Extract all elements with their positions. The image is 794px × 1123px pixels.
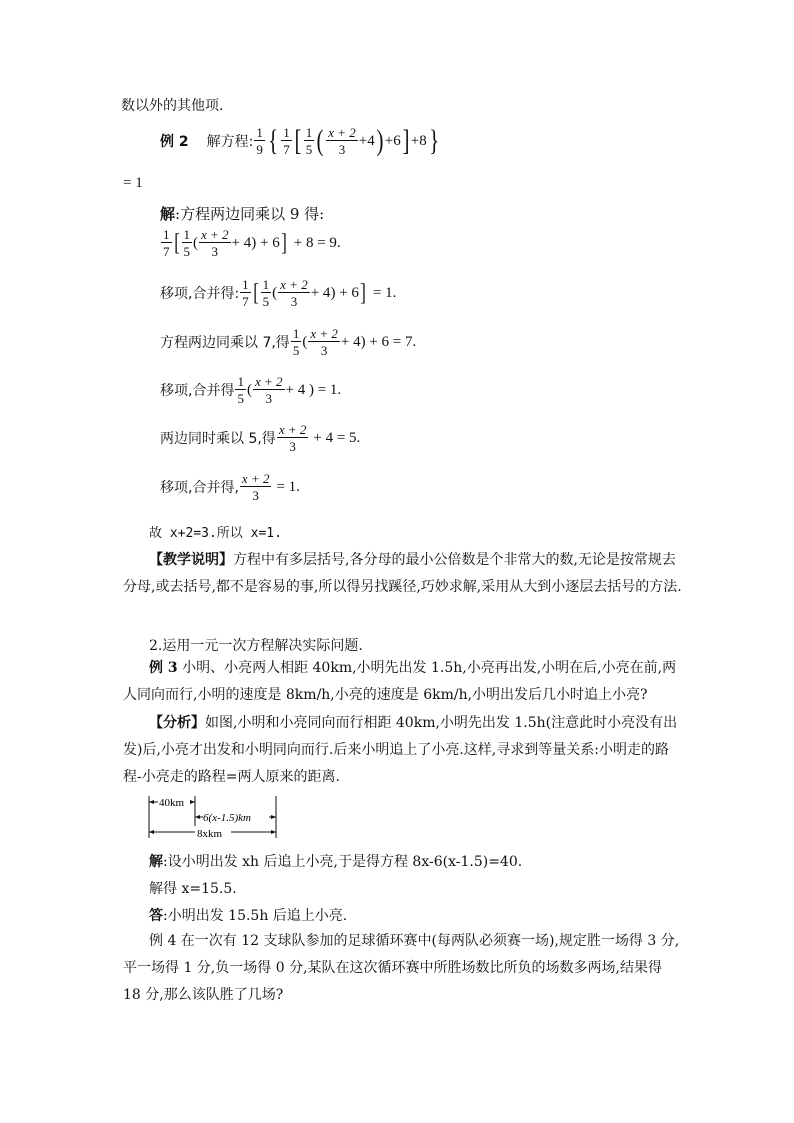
bracket-close: ] xyxy=(402,124,410,157)
step5-rhs: ) = 1. xyxy=(308,381,342,398)
step1 xyxy=(160,203,324,224)
paren-open: ( xyxy=(302,333,308,350)
step6 xyxy=(160,423,360,453)
paren-close: ) xyxy=(376,124,384,157)
step5-text: 移项,合并得 xyxy=(160,383,235,399)
plus4: + 4 xyxy=(285,381,306,398)
ex2-eq-rhs: = 1 xyxy=(123,175,143,191)
step5 xyxy=(160,375,341,405)
ex2-label: 例 2 xyxy=(160,134,189,150)
paren-open: ( xyxy=(193,234,198,251)
frac-x2-3: $\frac{x + 2}{3}$ xyxy=(280,277,308,309)
seg1-label: 40km xyxy=(159,797,185,809)
bracket-close: ] xyxy=(360,280,366,306)
frac-x2-3: $\frac{x + 2}{3}$ xyxy=(310,326,338,358)
bracket-open: [ xyxy=(252,280,259,306)
solve-label: 解 xyxy=(149,854,163,870)
step7-rhs: = 1. xyxy=(276,478,300,495)
step1-text: :方程两边同乘以 9 得: xyxy=(175,205,325,223)
plus6: + 6 xyxy=(339,284,359,301)
step7-text: 移项,合并得, xyxy=(160,480,239,496)
step2-rhs: + 8 = 9. xyxy=(293,234,341,251)
frac-x2-3: $\frac{x + 2}{3}$ xyxy=(201,227,229,259)
solve-text: :设小明出发 xh 后追上小亮,于是得方程 8x-6(x-1.5)=40. xyxy=(163,854,523,870)
plus4: + 4 xyxy=(310,284,331,301)
frac-1-7: $\frac{1}{7}$ xyxy=(242,277,249,309)
answer-label: 答 xyxy=(149,908,163,924)
frac-x2-3: $\frac{x + 2}{3}$ xyxy=(328,125,356,157)
frac-1-5: $\frac{1}{5}$ xyxy=(262,277,270,309)
frac-1-9: $\frac{1}{9}$ xyxy=(256,125,263,157)
section-2-heading: 2.运用一元一次方程解决实际问题. xyxy=(149,638,363,654)
step7 xyxy=(160,472,300,502)
continued-line: 数以外的其他项. xyxy=(121,98,224,114)
frac-x2-3: $\frac{x + 2}{3}$ xyxy=(254,374,283,406)
answer-text: :小明出发 15.5h 后追上小亮. xyxy=(163,908,348,924)
frac-1-7: $\frac{1}{7}$ xyxy=(283,125,290,157)
paren-close: ) xyxy=(360,333,366,350)
paren-open: ( xyxy=(272,284,278,301)
plus4: + 4 xyxy=(231,234,252,251)
plus4: + 4 xyxy=(340,333,361,350)
ex3-analysis xyxy=(123,710,683,791)
step6-rhs: + 4 = 5. xyxy=(313,429,361,446)
total-label: 8xkm xyxy=(197,828,223,840)
analysis-text: 如图,小明和小亮同向而行相距 40km,小明先出发 1.5h(注意此时小亮没有出发)后,小亮才出发和小明同向而行.后来小明追上了小亮.这样,寻求到等量关系:小明走的路程-小亮走的路程=两人原来的距离. xyxy=(123,715,678,785)
ex2-conclusion: 故 x+2=3.所以 x=1. xyxy=(149,526,282,541)
step6-text: 两边同时乘以 5,得 xyxy=(160,431,276,447)
frac-1-7: $\frac{1}{7}$ xyxy=(163,227,170,259)
ex3-problem xyxy=(123,655,683,709)
step4-rhs: + 6 = 7. xyxy=(369,333,417,350)
ex2-prompt: 解方程: xyxy=(206,134,254,150)
paren-close: ) xyxy=(330,284,336,301)
step3-rhs: = 1. xyxy=(372,284,397,301)
step3-text: 移项,合并得: xyxy=(160,286,240,302)
analysis-label: 【分析】 xyxy=(149,715,205,731)
frac-x2-3: $\frac{x + 2}{3}$ xyxy=(241,471,270,503)
paren-close: ) xyxy=(251,234,257,251)
plus6: + 6 xyxy=(260,234,280,251)
teaching-label: 【教学说明】 xyxy=(149,552,233,568)
frac-1-5: $\frac{1}{5}$ xyxy=(183,227,190,259)
bracket-close: ] xyxy=(280,230,287,256)
step2 xyxy=(160,228,341,258)
frac-1-5: $\frac{1}{5}$ xyxy=(237,374,244,406)
step3 xyxy=(160,278,396,308)
ex3-text: 小明、小亮两人相距 40km,小明先出发 1.5h,小亮再出发,小明在后,小亮在前,两人同向而行,小明的速度是 8km/h,小亮的速度是 6km/h,小明出发后几小时追上小亮? xyxy=(123,660,677,703)
brace-open: { xyxy=(268,124,279,157)
step4-text: 方程两边同乘以 7,得 xyxy=(160,335,290,351)
frac-x2-3: $\frac{x + 2}{3}$ xyxy=(278,422,307,454)
ex4-problem: 例 4 在一次有 12 支球队参加的足球循环赛中(每两队必须赛一场),规定胜一场得 3 分,平一场得 1 分,负一场得 0 分,某队在这次循环赛中所胜场数比所负的场数多两场,结果得 18 分,那么该队胜了几场? xyxy=(123,933,680,1003)
ex3-label: 例 3 xyxy=(149,660,178,676)
plus8: +8 xyxy=(410,132,427,149)
paren-open: ( xyxy=(246,381,252,398)
step4 xyxy=(160,327,416,357)
frac-1-5: $\frac{1}{5}$ xyxy=(292,326,300,358)
ex3-solve xyxy=(149,851,522,871)
distance-diagram xyxy=(145,792,285,842)
seg2-label: 6(x-1.5)km xyxy=(203,812,251,824)
ex2-equation xyxy=(160,126,441,156)
plus4: +4 xyxy=(358,132,375,149)
ex3-result: 解得 x=15.5. xyxy=(149,881,237,897)
teaching-text: 方程中有多层括号,各分母的最小公倍数是个非常大的数,无论是按常规去分母,或去括号,都不是容易的事,所以得另找蹊径,巧妙求解,采用从大到小逐层去括号的方法. xyxy=(123,552,682,595)
bracket-open: [ xyxy=(294,124,302,157)
teaching-note xyxy=(123,547,683,601)
plus6: +6 xyxy=(384,132,401,149)
bracket-open: [ xyxy=(173,230,180,256)
ex3-answer xyxy=(149,905,347,925)
frac-1-5: $\frac{1}{5}$ xyxy=(305,125,313,157)
solution-label: 解 xyxy=(160,205,176,223)
brace-close: } xyxy=(428,124,439,157)
paren-open: ( xyxy=(316,124,324,157)
